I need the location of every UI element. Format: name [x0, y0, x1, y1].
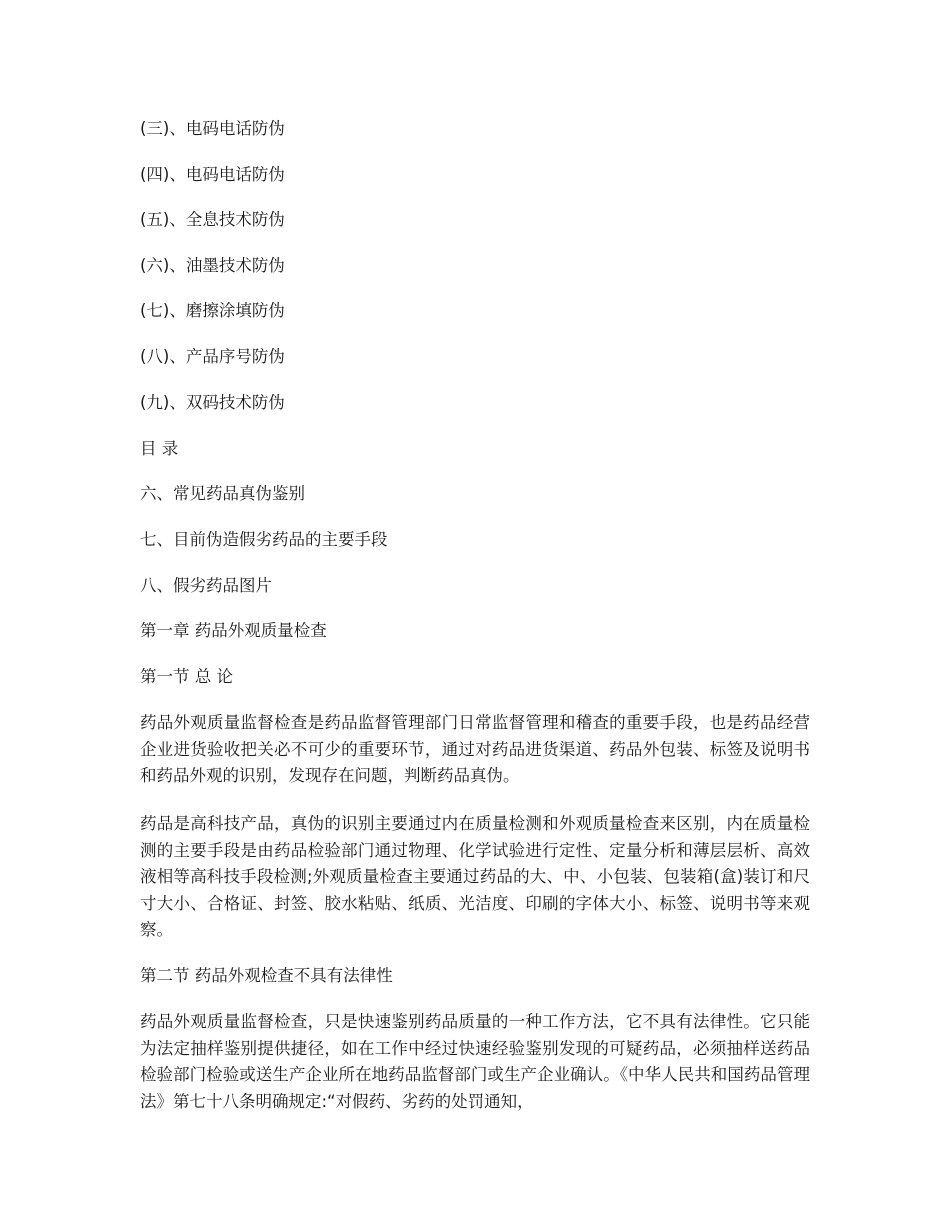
- paragraph-legal-status: 药品外观质量监督检查，只是快速鉴别药品质量的一种工作方法，它不具有法律性。它只能为法定抽样鉴别提供捷径，如在工作中经过快速经验鉴别发现的可疑药品，必须抽样送药品检验部门检验或送生产企业所在地药品监督部门或生产企业确认。《中华人民共和国药品管理法》第七十八条明确规定:“对假药、劣药的处罚通知，: [140, 1012, 810, 1111]
- chapter-1-heading: 第一章 药品外观质量检查: [140, 621, 327, 640]
- list-item-anticounterfeit-6: (六)、油墨技术防伪: [140, 256, 285, 275]
- paragraph-quality-inspection: 药品是高科技产品，真伪的识别主要通过内在质量检测和外观质量检查来区别，内在质量检测的主要手段是由药品检验部门通过物理、化学试验进行定性、定量分析和薄层层析、高效液相等高科技手段检测;外观质量检查主要通过药品的大、中、小包装、包装箱(盒)装订和尺寸大小、合格证、封签、胶水粘贴、纸质、光洁度、印刷的字体大小、标签、说明书等来观察。: [140, 814, 810, 939]
- list-item-anticounterfeit-4: (四)、电码电话防伪: [140, 165, 285, 184]
- list-item-anticounterfeit-5: (五)、全息技术防伪: [140, 210, 285, 229]
- list-item-anticounterfeit-3: (三)、电码电话防伪: [140, 119, 285, 138]
- paragraph-overview: 药品外观质量监督检查是药品监督管理部门日常监督管理和稽查的重要手段，也是药品经营企业进货验收把关必不可少的重要环节，通过对药品进货渠道、药品外包装、标签及说明书和药品外观的识别，发现存在问题，判断药品真伪。: [140, 713, 810, 785]
- section-1-heading: 第一节 总 论: [140, 667, 233, 686]
- section-2-heading: 第二节 药品外观检查不具有法律性: [140, 966, 393, 985]
- toc-item-6: 六、常见药品真伪鉴别: [140, 484, 305, 503]
- list-item-anticounterfeit-9: (九)、双码技术防伪: [140, 393, 285, 412]
- toc-heading: 目 录: [140, 439, 179, 458]
- list-item-anticounterfeit-7: (七)、磨擦涂填防伪: [140, 301, 285, 320]
- toc-item-7: 七、目前伪造假劣药品的主要手段: [140, 530, 388, 549]
- toc-item-8: 八、假劣药品图片: [140, 576, 272, 595]
- list-item-anticounterfeit-8: (八)、产品序号防伪: [140, 347, 285, 366]
